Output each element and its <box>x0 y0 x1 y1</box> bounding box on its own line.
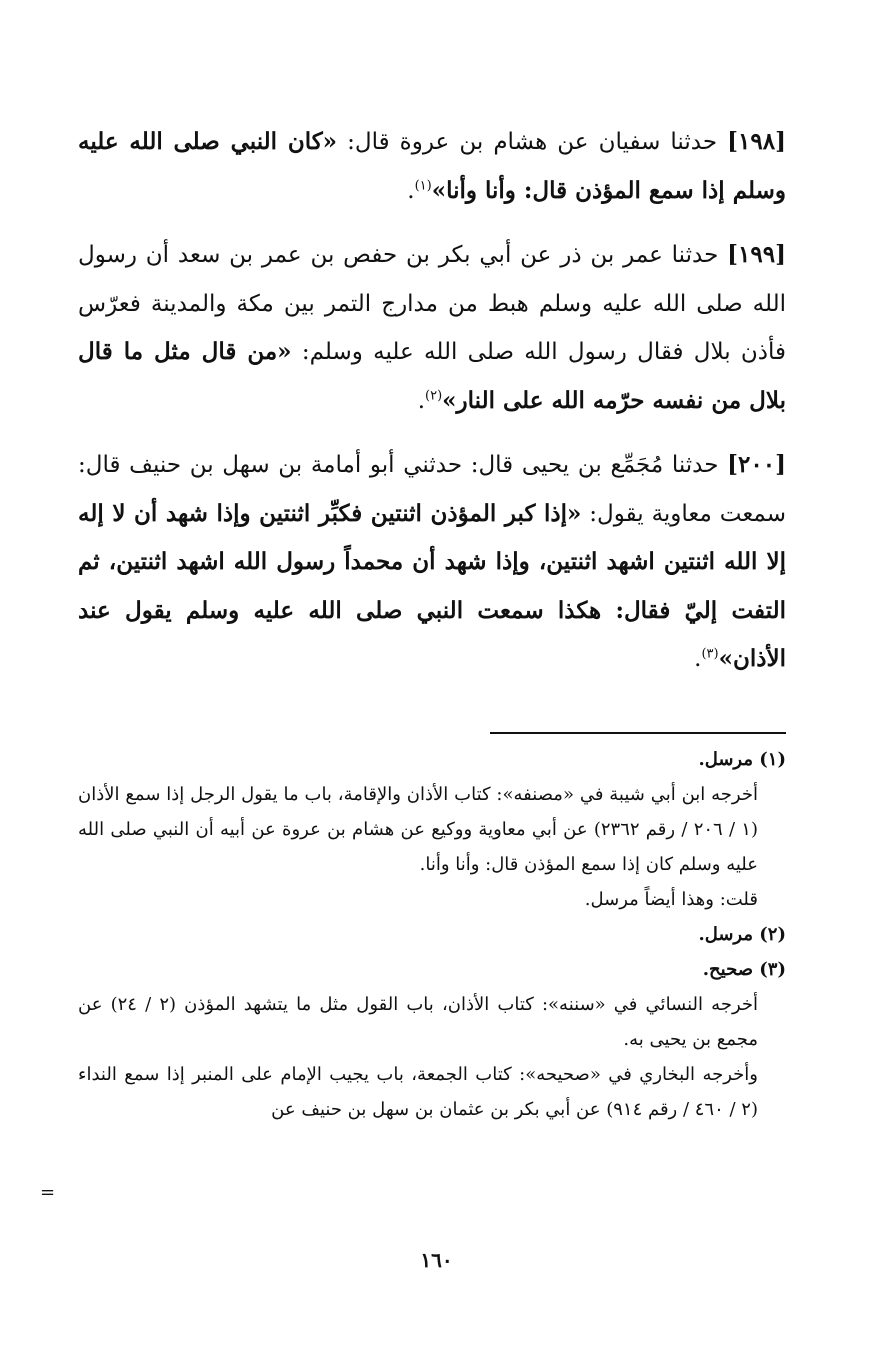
footnote-3-heading: (٣) صحيح. <box>702 959 786 980</box>
hadith-intro: حدثنا مُجَمِّع بن يحيى قال: حدثني أبو أمامة بن سهل بن حنيف قال: سمعت معاوية يقول: <box>78 452 786 527</box>
hadith-199 <box>78 231 786 425</box>
hadith-quote: «من قال مثل ما قال بلال من نفسه حرّمه الله على النار» <box>78 338 786 414</box>
hadith-200 <box>78 441 786 684</box>
hadith-quote: «كان النبي صلى الله عليه وسلم إذا سمع المؤذن قال: وأنا وأنا» <box>78 128 786 204</box>
hadith-number: [١٩٩] <box>727 241 786 268</box>
footnote-ref: (١) <box>414 177 432 193</box>
hadith-198 <box>78 118 786 215</box>
footnote-3-body-1: أخرجه النسائي في «سننه»: كتاب الأذان، باب القول مثل ما يتشهد المؤذن (٢ / ٢٤) عن مجمع بن يحيى به. <box>78 994 759 1050</box>
footnotes <box>78 742 786 1127</box>
page-number: ١٦٠ <box>420 1248 453 1272</box>
footnote-divider <box>490 732 786 734</box>
continuation-mark: = <box>40 1182 56 1203</box>
footnote-ref: (٢) <box>425 387 443 403</box>
footnote-2-heading: (٢) مرسل. <box>698 924 786 945</box>
hadith-quote: «إذا كبر المؤذن اثنتين فكبِّر اثنتين وإذا شهد أن لا إله إلا الله اثنتين اشهد اثنتين، وإذا شهد أن محمداً رسول الله اشهد اثنتين، ثم التفت إليّ فقال: هكذا سمعت النبي صلى الله عليه وسلم يقول عند الأذان» <box>78 499 787 672</box>
footnote-1-comment: قلت: وهذا أيضاً مرسل. <box>584 889 758 910</box>
sentence-end: . <box>417 387 426 414</box>
footnote-3-body-2: وأخرجه البخاري في «صحيحه»: كتاب الجمعة، باب يجيب الإمام على المنبر إذا سمع النداء (٢ / ٤٦٠ / رقم ٩١٤) عن أبي بكر بن عثمان بن سهل بن حنيف عن <box>78 1064 758 1120</box>
sentence-end: . <box>694 646 702 672</box>
sentence-end: . <box>407 177 415 204</box>
footnote-1-body: أخرجه ابن أبي شيبة في «مصنفه»: كتاب الأذان والإقامة، باب ما يقول الرجل إذا سمع الأذان (١ / ٢٠٦ / رقم ٢٣٦٢) عن أبي معاوية ووكيع عن هشام بن عروة عن أبيه أن النبي صلى الله عليه وسلم كان إذا سمع المؤذن قال: وأنا وأنا. <box>78 784 758 875</box>
footnote-1-heading: (١) مرسل. <box>698 749 786 770</box>
hadith-number: [١٩٨] <box>727 128 786 155</box>
hadith-intro: حدثنا عمر بن ذر عن أبي بكر بن حفص بن عمر بن سعد أن رسول الله صلى الله عليه وسلم هبط من مدارج التمر بين مكة والمدينة فعرّس فأذن بلال فقال رسول الله صلى الله عليه وسلم: <box>78 242 787 365</box>
hadith-number: [٢٠٠] <box>727 451 786 478</box>
main-text <box>78 118 786 700</box>
hadith-intro: حدثنا سفيان عن هشام بن عروة قال: <box>337 129 728 155</box>
footnote-ref: (٣) <box>701 646 719 662</box>
